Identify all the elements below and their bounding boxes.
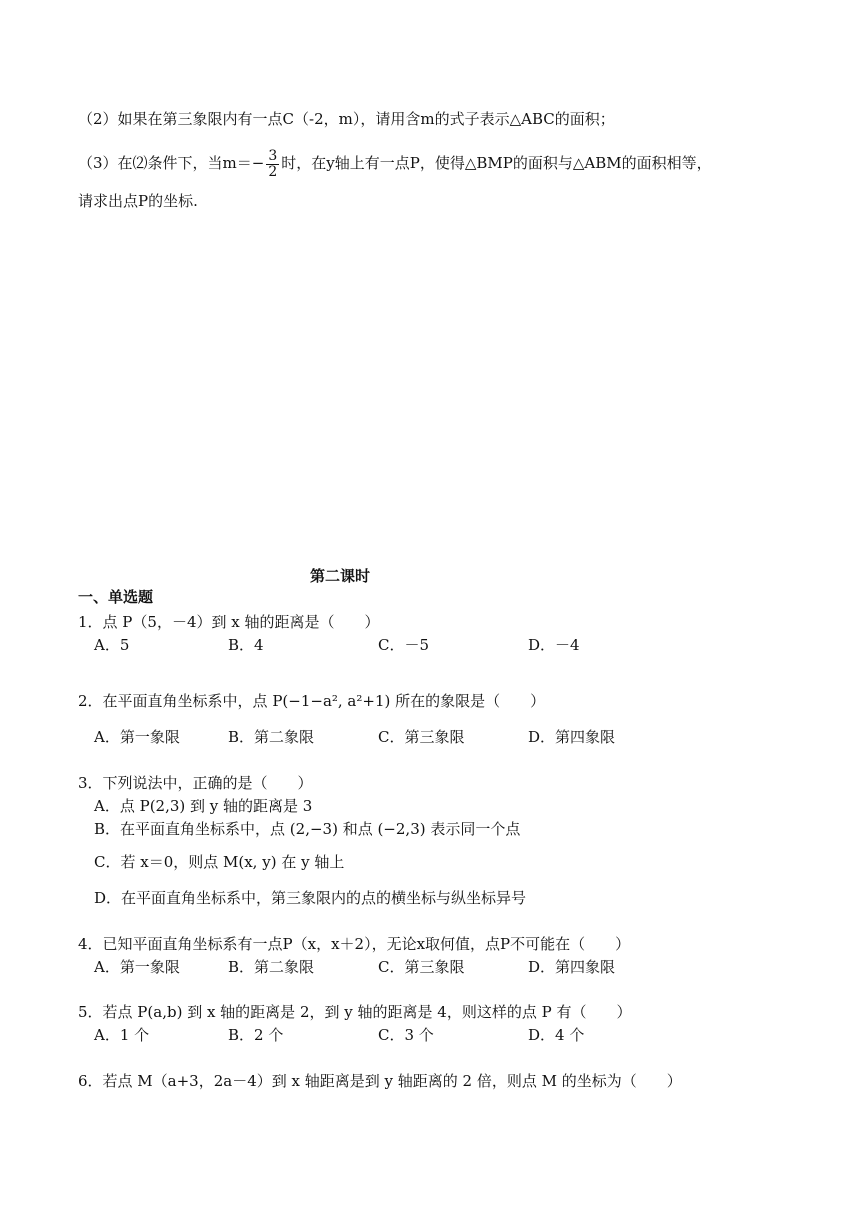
q2-option-b: B．第二象限 [228,728,315,746]
q1-option-c: C．－5 [378,636,430,654]
q2-option-c: C．第三象限 [378,728,465,746]
q2-option-d: D．第四象限 [528,728,616,746]
q1-option-a: A．5 [94,636,130,654]
question-3-suffix: 时，在y轴上有一点P，使得△BMP的面积与△ABM的面积相等， [281,154,712,172]
q5-option-b: B．2 个 [228,1026,284,1044]
question-3-prefix: （3）在⑵条件下，当m＝− [78,154,265,172]
fraction-numerator: 3 [268,147,278,164]
q2-stem: 2．在平面直角坐标系中，点 P(−1−a², a²+1) 所在的象限是（ ） [78,692,546,710]
q4-stem: 4．已知平面直角坐标系有一点P（x，x＋2），无论x取何值，点P不可能在（ ） [78,935,631,953]
q6-stem: 6．若点 M（a+3，2a－4）到 x 轴距离是到 y 轴距离的 2 倍，则点 M 的坐标为（ ） [78,1072,682,1090]
q4-option-b: B．第二象限 [228,958,315,976]
q1-option-d: D．－4 [528,636,580,654]
q5-option-d: D．4 个 [528,1026,585,1044]
q3-option-b: B．在平面直角坐标系中，点 (2,−3) 和点 (−2,3) 表示同一个点 [94,820,521,838]
section-title: 第二课时 [309,567,370,585]
q3-stem: 3．下列说法中，正确的是（ ） [78,774,313,792]
fraction-denominator: 2 [268,163,278,180]
q3-option-a: A．点 P(2,3) 到 y 轴的距离是 3 [94,797,313,815]
question-3-line-2: 请求出点P的坐标. [78,192,198,210]
q1-option-b: B．4 [228,636,264,654]
q4-option-d: D．第四象限 [528,958,616,976]
q3-option-d: D．在平面直角坐标系中，第三象限内的点的横坐标与纵坐标异号 [94,889,527,907]
q5-option-a: A．1 个 [94,1026,150,1044]
q3-option-c: C．若 x＝0，则点 M(x, y) 在 y 轴上 [94,853,345,871]
q5-stem: 5．若点 P(a,b) 到 x 轴的距离是 2，到 y 轴的距离是 4，则这样的点 P 有（ ） [78,1003,632,1021]
q5-option-c: C．3 个 [378,1026,434,1044]
question-2-text: （2）如果在第三象限内有一点C（-2，m），请用含m的式子表示△ABC的面积； [78,110,615,128]
q4-option-a: A．第一象限 [94,958,180,976]
q4-option-c: C．第三象限 [378,958,465,976]
fraction-three-halves [266,149,279,180]
section-heading: 一、单选题 [78,588,154,606]
q1-stem: 1．点 P（5，－4）到 x 轴的距离是（ ） [78,613,380,631]
question-3-line-1 [78,146,712,180]
q2-option-a: A．第一象限 [94,728,180,746]
